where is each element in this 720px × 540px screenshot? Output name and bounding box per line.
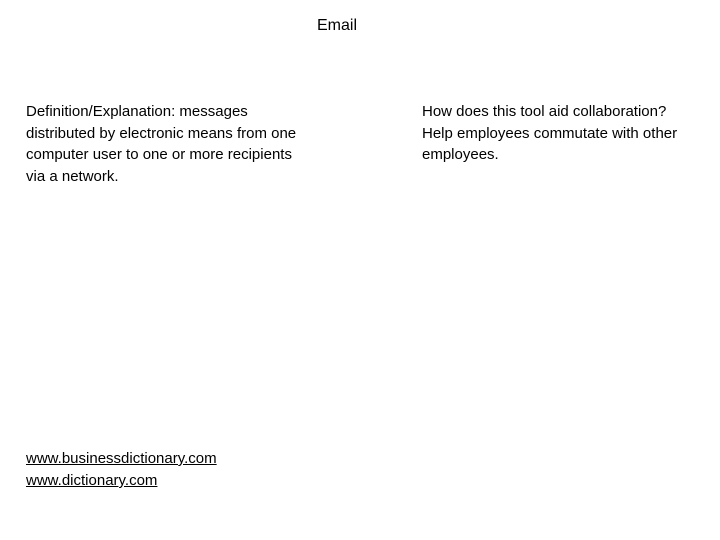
dictionary-link[interactable]: www.dictionary.com bbox=[26, 472, 158, 489]
collaboration-line: employees. bbox=[422, 146, 499, 163]
source-links bbox=[26, 448, 217, 492]
collaboration-text bbox=[422, 101, 714, 166]
slide-title: Email bbox=[316, 17, 357, 34]
businessdictionary-link[interactable]: www.businessdictionary.com bbox=[26, 450, 217, 467]
definition-line: via a network. bbox=[26, 167, 119, 185]
collaboration-line: How does this tool aid collaboration? bbox=[422, 103, 667, 120]
collaboration-line: Help employees commutate with other bbox=[422, 124, 678, 142]
definition-text bbox=[26, 101, 356, 187]
definition-line: computer user to one or more recipients bbox=[26, 146, 292, 163]
definition-line: Definition/Explanation: messages bbox=[26, 103, 248, 120]
definition-line: distributed by electronic means from one bbox=[26, 124, 297, 142]
